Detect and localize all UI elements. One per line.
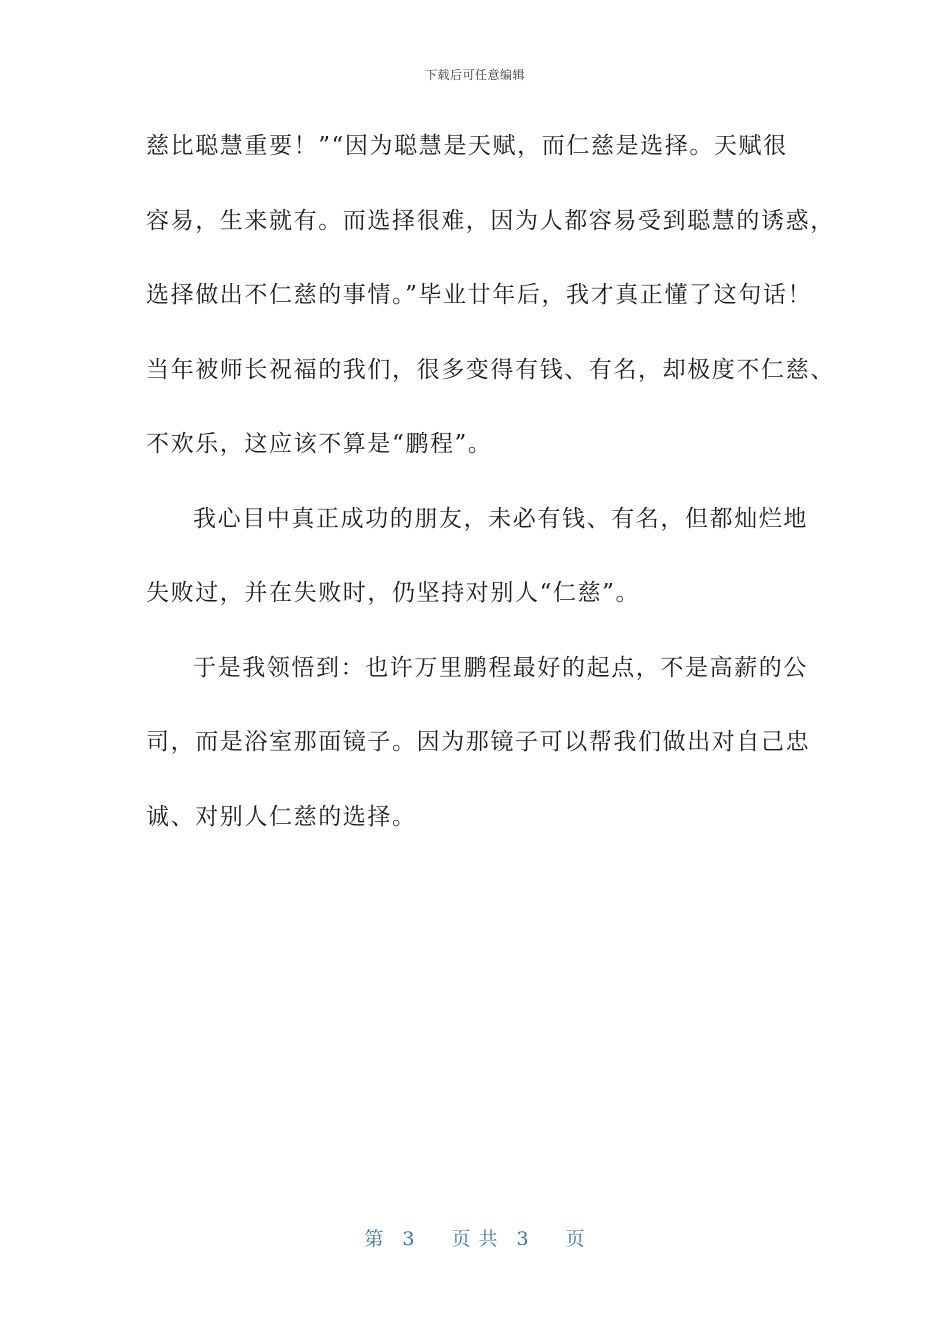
paragraph-start-line: 我心目中真正成功的朋友，未必有钱、有名，但都灿烂地 bbox=[193, 505, 808, 532]
footer-page-number: 3 bbox=[402, 1228, 416, 1250]
text-line: 当年被师长祝福的我们，很多变得有钱、有名，却极度不仁慈、 bbox=[146, 356, 835, 383]
page-footer bbox=[0, 1224, 950, 1251]
text-line: 不欢乐，这应该不算是“鹏程”。 bbox=[146, 431, 493, 457]
footer-suffix: 页 bbox=[565, 1228, 586, 1250]
text-line: 容易，生来就有。而选择很难，因为人都容易受到聪慧的诱惑， bbox=[146, 207, 835, 234]
page-header: 下载后可任意编辑 bbox=[424, 68, 525, 82]
footer-mid: 页 共 bbox=[451, 1228, 499, 1250]
text-line: 诚、对别人仁慈的选择。 bbox=[146, 803, 417, 830]
document-body bbox=[146, 121, 835, 866]
footer-total-pages: 3 bbox=[516, 1228, 530, 1250]
text-line: 慈比聪慧重要！”“因为聪慧是天赋，而仁慈是选择。天赋很 bbox=[146, 133, 788, 159]
text-line: 失败过，并在失败时，仍坚持对别人“仁慈”。 bbox=[146, 580, 641, 606]
footer-prefix: 第 bbox=[364, 1228, 385, 1250]
text-line: 选择做出不仁慈的事情。”毕业廿年后，我才真正懂了这句话！ bbox=[146, 282, 813, 308]
paragraph-start-line: 于是我领悟到：也许万里鹏程最好的起点，不是高薪的公 bbox=[193, 654, 808, 681]
text-line: 司，而是浴室那面镜子。因为那镜子可以帮我们做出对自己忠 bbox=[146, 729, 811, 755]
